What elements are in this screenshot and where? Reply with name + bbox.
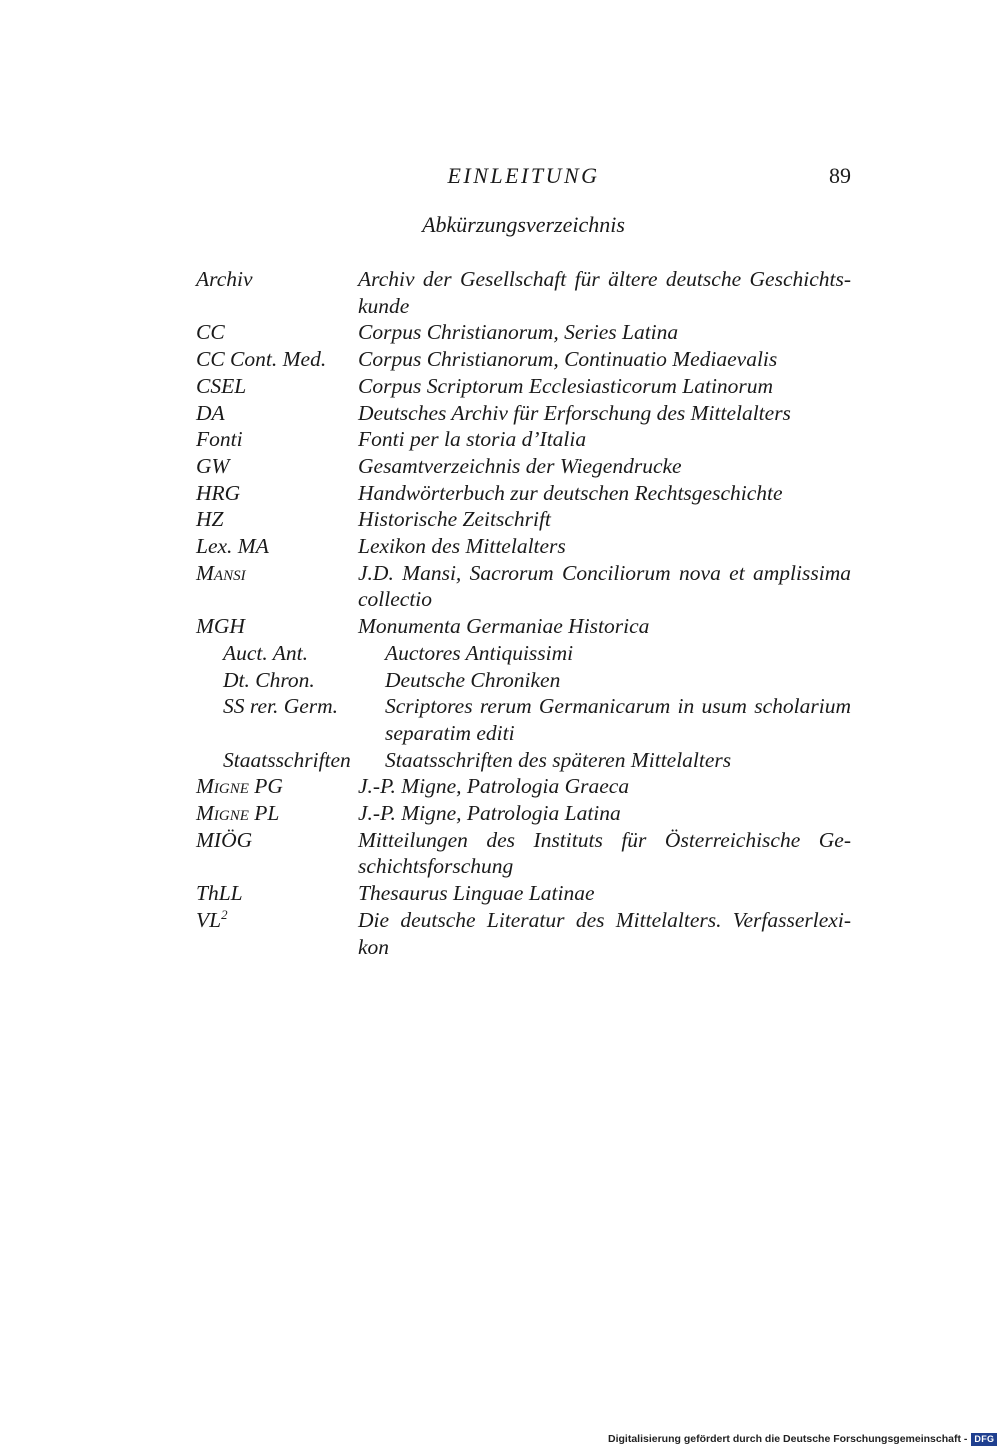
abbreviation-entry bbox=[196, 827, 851, 880]
abbreviation-expansion: Monumenta Germaniae Historica bbox=[358, 614, 650, 639]
abbreviation-expansion: Deutsche Chroniken bbox=[385, 667, 561, 692]
abbreviation-expansion: J.-P. Migne, Patrologia Latina bbox=[358, 801, 621, 826]
running-title: EINLEITUNG bbox=[447, 163, 600, 188]
abbreviation-expansion: Die deutsche Literatur des Mittelalters. Verfasserlexi- kon bbox=[358, 907, 851, 959]
abbreviation-entry bbox=[196, 266, 851, 319]
abbreviation-entry bbox=[196, 480, 851, 507]
abbreviation-expansion: Staatsschriften des späteren Mittelalters bbox=[385, 747, 732, 772]
abbreviation-key: CC bbox=[196, 320, 225, 345]
abbreviation-subentry bbox=[196, 640, 851, 667]
abbreviation-expansion: Corpus Scriptorum Ecclesiasticorum Latinorum bbox=[358, 373, 774, 398]
abbreviation-entry bbox=[196, 453, 851, 480]
abbreviation-expansion: Historische Zeitschrift bbox=[358, 507, 551, 532]
abbreviation-entry bbox=[196, 560, 851, 613]
abbreviation-key: CSEL bbox=[196, 373, 247, 398]
abbreviation-key-base: VL bbox=[196, 907, 222, 932]
abbreviation-expansion: Thesaurus Linguae Latinae bbox=[358, 881, 595, 906]
abbreviation-entry bbox=[196, 880, 851, 907]
abbreviation-entry bbox=[196, 613, 851, 640]
abbreviation-key: Archiv bbox=[196, 267, 253, 291]
abbreviation-subentry bbox=[196, 667, 851, 694]
abbreviation-key: HZ bbox=[196, 507, 224, 532]
abbreviation-list bbox=[196, 266, 851, 960]
abbreviation-key-suffix: PG bbox=[248, 774, 283, 799]
section-title: Abkürzungsverzeichnis bbox=[422, 212, 625, 237]
abbreviation-expansion: Archiv der Gesellschaft für ältere deutsche Geschichts- kunde bbox=[358, 267, 851, 318]
abbreviation-entry bbox=[196, 773, 851, 800]
abbreviation-expansion: Lexikon des Mittelalters bbox=[358, 534, 566, 559]
abbreviation-key: ThLL bbox=[196, 881, 243, 906]
abbreviation-entry bbox=[196, 426, 851, 453]
abbreviation-key: MIÖG bbox=[196, 827, 253, 852]
abbreviation-expansion: Scriptores rerum Germanicarum in usum scholarium separatim editi bbox=[385, 694, 851, 745]
abbreviation-key: Auct. Ant. bbox=[223, 640, 308, 665]
abbreviation-entry bbox=[196, 907, 851, 960]
abbreviation-key: Staatsschriften bbox=[223, 747, 351, 772]
abbreviation-expansion: Fonti per la storia d’Italia bbox=[358, 427, 587, 452]
abbreviation-entry bbox=[196, 800, 851, 827]
abbreviation-key: Fonti bbox=[196, 427, 243, 452]
abbreviation-entry bbox=[196, 373, 851, 400]
abbreviation-entry bbox=[196, 400, 851, 427]
running-head bbox=[196, 163, 851, 193]
abbreviation-key: CC Cont. Med. bbox=[196, 347, 327, 372]
abbreviation-entry bbox=[196, 346, 851, 373]
abbreviation-expansion: Auctores Antiquissimi bbox=[385, 640, 574, 665]
footer-credit-text: Digitalisierung gefördert durch die Deutsche Forschungsgemeinschaft - bbox=[608, 1433, 968, 1445]
abbreviation-expansion: J.D. Mansi, Sacrorum Conciliorum nova et amplissima collectio bbox=[358, 560, 851, 612]
abbreviation-key: Lex. MA bbox=[196, 534, 269, 559]
abbreviation-key: Mansi bbox=[196, 560, 246, 585]
abbreviation-entry bbox=[196, 319, 851, 346]
abbreviation-key: DA bbox=[196, 400, 225, 425]
abbreviation-key-smallcaps: Migne bbox=[196, 801, 249, 826]
abbreviation-expansion: Corpus Christianorum, Series Latina bbox=[358, 320, 679, 345]
abbreviation-key-smallcaps: Migne bbox=[196, 774, 249, 799]
abbreviation-key: HRG bbox=[196, 480, 241, 505]
abbreviation-key bbox=[196, 800, 358, 827]
abbreviation-entry bbox=[196, 533, 851, 560]
digitization-footer bbox=[608, 1432, 997, 1446]
abbreviation-key: MGH bbox=[196, 614, 245, 639]
abbreviation-expansion: J.-P. Migne, Patrologia Graeca bbox=[358, 774, 630, 799]
abbreviation-expansion: Deutsches Archiv für Erforschung des Mittelalters bbox=[358, 400, 791, 425]
page-number: 89 bbox=[829, 163, 851, 188]
abbreviation-subentry bbox=[196, 693, 851, 746]
abbreviation-key: Dt. Chron. bbox=[223, 667, 315, 692]
abbreviation-key bbox=[196, 773, 358, 800]
abbreviation-key: SS rer. Germ. bbox=[223, 694, 339, 719]
abbreviation-expansion: Handwörterbuch zur deutschen Rechtsgeschichte bbox=[358, 480, 783, 505]
abbreviation-expansion: Corpus Christianorum, Continuatio Mediaevalis bbox=[358, 347, 778, 372]
abbreviation-key bbox=[196, 907, 358, 934]
abbreviation-entry bbox=[196, 506, 851, 533]
abbreviation-expansion: Mitteilungen des Instituts für Österreichische Ge- schichtsforschung bbox=[358, 827, 851, 879]
abbreviation-key-superscript: 2 bbox=[221, 907, 228, 922]
abbreviation-key-suffix: PL bbox=[248, 801, 280, 826]
abbreviation-key: GW bbox=[196, 453, 230, 478]
abbreviation-subentry bbox=[196, 747, 851, 774]
abbreviation-expansion: Gesamtverzeichnis der Wiegendrucke bbox=[358, 453, 682, 478]
dfg-logo: DFG bbox=[971, 1433, 997, 1446]
